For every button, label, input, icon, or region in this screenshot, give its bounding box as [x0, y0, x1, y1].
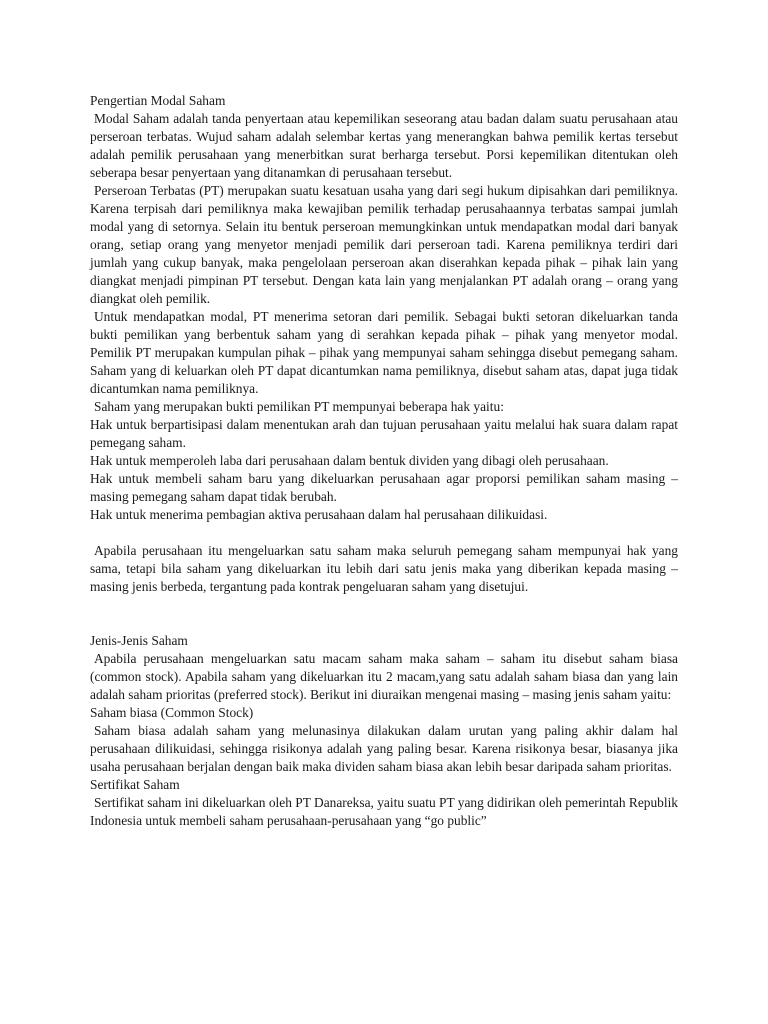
subsection-title-saham-biasa: Saham biasa (Common Stock) — [90, 705, 254, 720]
subsection-title-sertifikat-saham: Sertifikat Saham — [90, 777, 180, 792]
blank-line — [90, 524, 678, 542]
document-page — [90, 92, 678, 830]
section-title-jenis-saham: Jenis-Jenis Saham — [90, 633, 188, 648]
paragraph-sertifikat-saham: Sertifikat saham ini dikeluarkan oleh PT Danareksa, yaitu suatu PT yang didirikan oleh pemerintah Republik Indonesia untuk membeli saham perusahaan-perusahaan yang “go public” — [90, 795, 678, 828]
list-item-hak-membeli: Hak untuk membeli saham baru yang dikeluarkan perusahaan agar proporsi pemilikan saham masing – masing pemegang saham dapat tidak berubah. — [90, 471, 678, 504]
list-item-hak-laba: Hak untuk memperoleh laba dari perusahaan dalam bentuk dividen yang dibagi oleh perusahaan. — [90, 453, 609, 468]
paragraph-perseroan-terbatas: Perseroan Terbatas (PT) merupakan suatu kesatuan usaha yang dari segi hukum dipisahkan dari pemiliknya. Karena terpisah dari pemiliknya maka kewajiban pemilik terhadap perusahaannya terbatas sampai jumlah modal yang di setornya. Selain itu bentuk perseroan memungkinkan untuk mendapatkan modal dari banyak orang, setiap orang yang menyetor menjadi pemilik dari perseroan tadi. Karena pemiliknya terdiri dari jumlah yang cukup banyak, maka pengelolaan perseroan akan diserahkan kepada pihak – pihak lain yang diangkat menjadi pimpinan PT tersebut. Dengan kata lain yang menjalankan PT adalah orang – orang yang diangkat oleh pemilik. — [90, 183, 678, 306]
list-item-hak-aktiva: Hak untuk menerima pembagian aktiva perusahaan dalam hal perusahaan dilikuidasi. — [90, 507, 548, 522]
paragraph-setoran-modal: Untuk mendapatkan modal, PT menerima setoran dari pemilik. Sebagai bukti setoran dikeluarkan tanda bukti pemilikan yang berbentuk saham yang di serahkan kepada pihak – pihak yang menyetor modal. Pemilik PT merupakan kumpulan pihak – pihak yang mempunyai saham sehingga disebut pemegang saham. Saham yang di keluarkan oleh PT dapat dicantumkan nama pemiliknya, disebut saham atas, dapat juga tidak dicantumkan nama pemiliknya. — [90, 309, 678, 396]
list-item-hak-partisipasi: Hak untuk berpartisipasi dalam menentukan arah dan tujuan perusahaan yaitu melalui hak suara dalam rapat pemegang saham. — [90, 417, 678, 450]
paragraph-hak-intro: Saham yang merupakan bukti pemilikan PT mempunyai beberapa hak yaitu: — [94, 399, 504, 414]
paragraph-modal-saham: Modal Saham adalah tanda penyertaan atau kepemilikan seseorang atau badan dalam suatu perusahaan atau perseroan terbatas. Wujud saham adalah selembar kertas yang menerangkan bahwa pemilik kertas tersebut adalah pemilik perusahaan yang menerbitkan surat berharga tersebut. Porsi kepemilikan ditentukan oleh seberapa besar penyertaan yang ditanamkan di perusahaan tersebut. — [90, 111, 678, 180]
section-title-pengertian: Pengertian Modal Saham — [90, 93, 226, 108]
blank-line — [90, 596, 678, 632]
paragraph-jenis-saham: Apabila perusahaan mengeluarkan satu macam saham maka saham – saham itu disebut saham biasa (common stock). Apabila saham yang dikeluarkan itu 2 macam,yang satu adalah saham biasa dan yang lain adalah saham prioritas (preferred stock). Berikut ini diuraikan mengenai masing – masing jenis saham yaitu: — [90, 651, 678, 702]
paragraph-hak-sama: Apabila perusahaan itu mengeluarkan satu saham maka seluruh pemegang saham mempunyai hak yang sama, tetapi bila saham yang dikeluarkan itu lebih dari satu jenis maka yang diberikan kepada masing – masing jenis berbeda, tergantung pada kontrak pengeluaran saham yang disetujui. — [90, 543, 678, 594]
paragraph-saham-biasa: Saham biasa adalah saham yang melunasinya dilakukan dalam urutan yang paling akhir dalam hal perusahaan dilikuidasi, sehingga risikonya adalah yang paling besar. Karena risikonya besar, biasanya jika usaha perusahaan berjalan dengan baik maka dividen saham biasa akan lebih besar daripada saham prioritas. — [90, 723, 678, 774]
